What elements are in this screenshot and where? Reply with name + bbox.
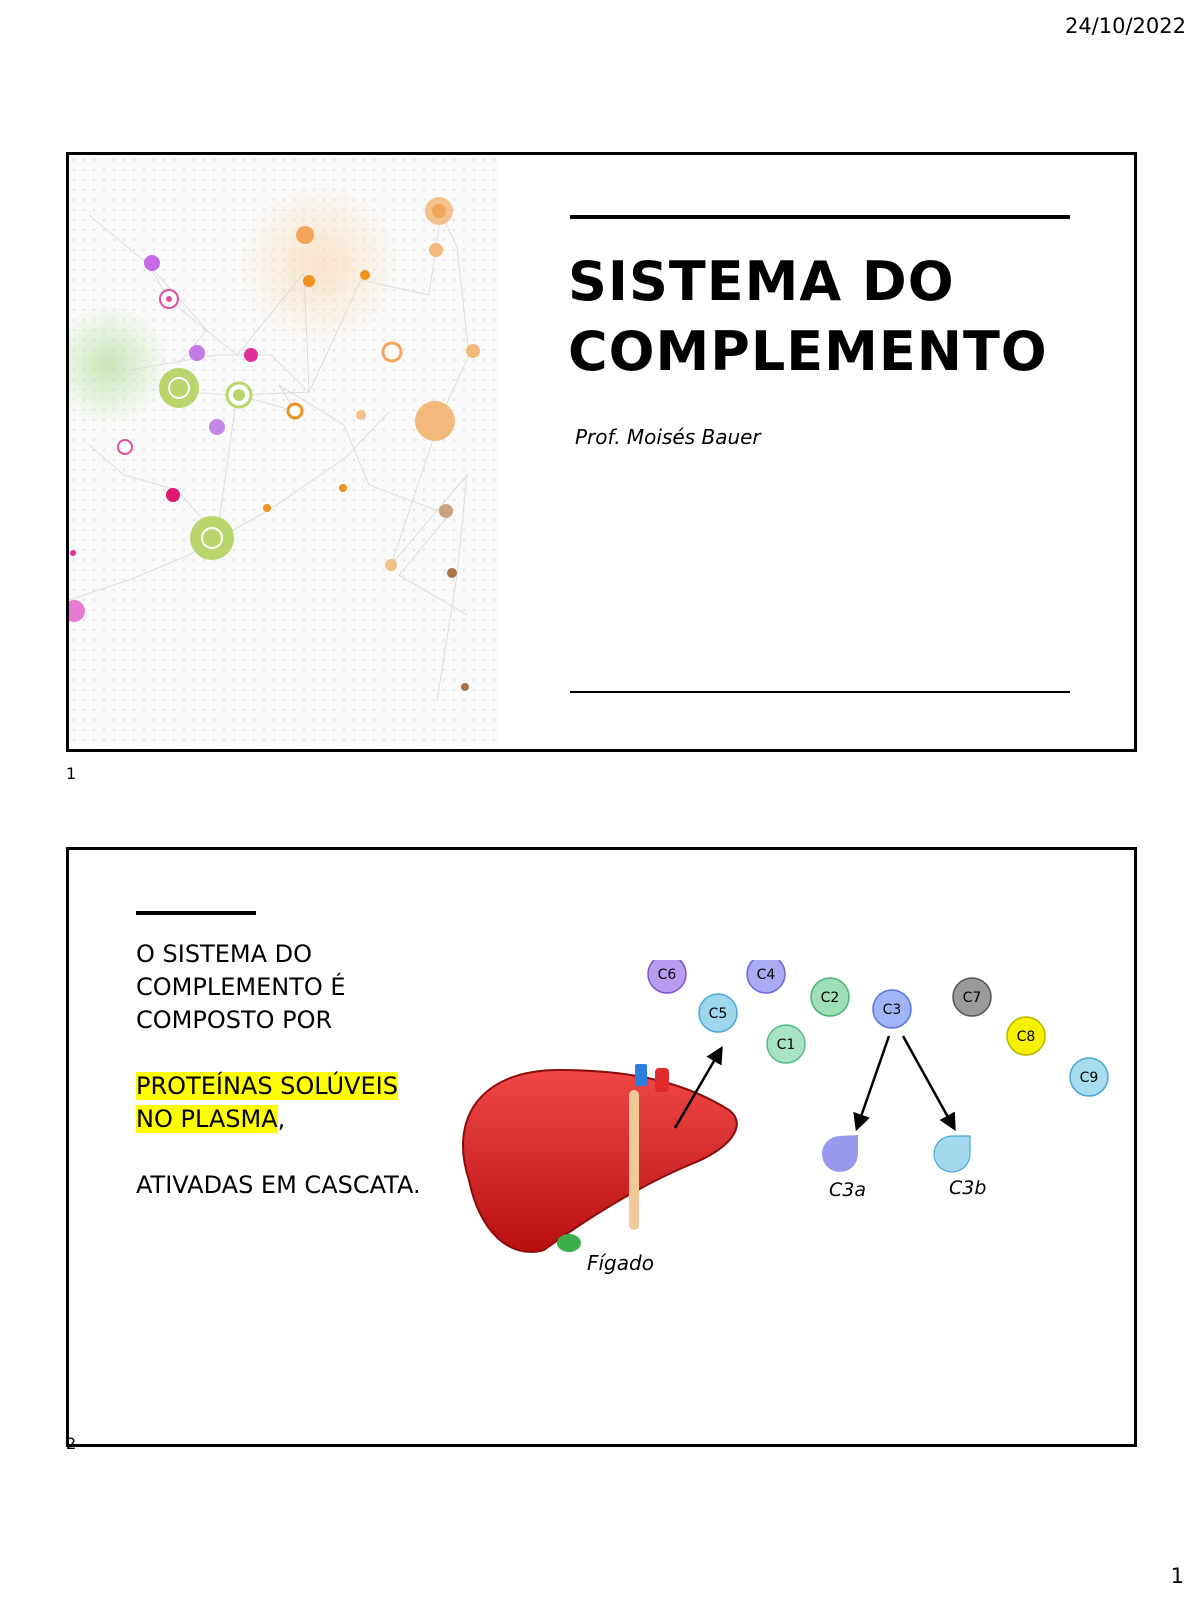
highlighted-text: PROTEÍNAS SOLÚVEIS NO PLASMA: [136, 1072, 398, 1133]
c3-label: C3: [882, 1002, 902, 1018]
c2-label: C2: [820, 990, 840, 1006]
network-decoration-image: [69, 155, 497, 749]
activation-text: ATIVADAS EM CASCATA.: [136, 1171, 421, 1199]
c8-label: C8: [1016, 1029, 1036, 1045]
highlight-suffix: ,: [277, 1105, 286, 1133]
c6-label: C6: [657, 967, 677, 983]
c3b-label: C3b: [949, 1177, 987, 1199]
arrow-to-c3b: [903, 1036, 954, 1128]
component-c8: [1007, 1017, 1045, 1055]
c4-label: C4: [756, 967, 776, 983]
c7-label: C7: [962, 990, 982, 1006]
component-c1: [767, 1025, 805, 1063]
liver-label: Fígado: [587, 1251, 654, 1275]
c3b-shape: [934, 1136, 970, 1172]
header-date: 24/10/2022: [1064, 14, 1186, 38]
component-c3: [873, 990, 911, 1028]
title-line-2: COMPLEMENTO: [568, 320, 1048, 383]
component-c6: [648, 960, 686, 993]
slide-number-2: 2: [66, 1434, 77, 1453]
intro-text: O SISTEMA DO COMPLEMENTO É COMPOSTO POR: [136, 940, 346, 1034]
slide-1: [66, 152, 1137, 752]
fragment-c3a: [822, 1135, 866, 1201]
arrow-to-c3a: [857, 1036, 889, 1128]
slide-title: [568, 247, 1108, 387]
fragment-c3b: [934, 1136, 986, 1199]
component-c7: [953, 978, 991, 1016]
author-subtitle: Prof. Moisés Bauer: [575, 425, 761, 449]
component-c5: [699, 994, 737, 1032]
page-number: 1: [1170, 1564, 1184, 1588]
slide-text: [136, 938, 436, 1235]
complement-diagram: [449, 960, 1109, 1300]
slide-2: [66, 847, 1137, 1447]
component-c2: [811, 978, 849, 1016]
text-rule: [136, 911, 256, 915]
c3a-label: C3a: [829, 1179, 866, 1201]
c9-label: C9: [1079, 1070, 1099, 1086]
title-line-1: SISTEMA DO: [568, 250, 955, 313]
title-rule-bottom: [570, 691, 1070, 693]
title-rule-top: [570, 215, 1070, 219]
c5-label: C5: [708, 1006, 728, 1022]
highlight-paragraph: [136, 1070, 436, 1136]
slide-number-1: 1: [66, 764, 77, 783]
c3a-shape: [822, 1135, 858, 1172]
component-c4: [747, 960, 785, 993]
component-c9: [1070, 1058, 1108, 1096]
c1-label: C1: [776, 1037, 796, 1053]
